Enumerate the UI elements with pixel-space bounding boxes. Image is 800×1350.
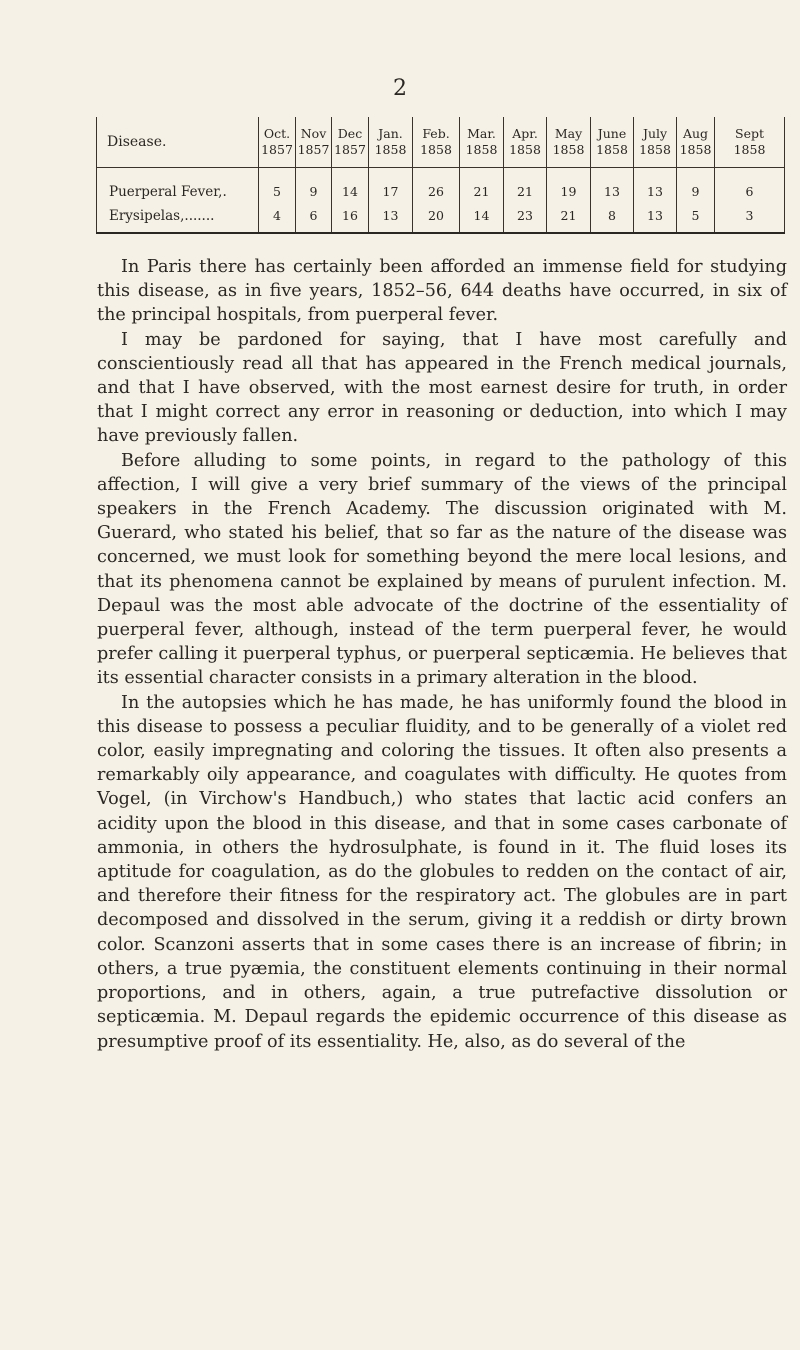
column-year-label: 1858 (465, 142, 498, 157)
column-year-label: 1858 (552, 142, 585, 157)
table-cell: 21 (547, 204, 591, 233)
row-label: Puerperal Fever,. (97, 168, 259, 205)
paragraph: I may be pardoned for saying, that I have most carefully and conscientiously read all that has appeared in the French medical journals, and that I have observed, with the most earnest desire for truth, in order that I might correct any error in reasoning or deduction, into which I may have previously fallen. (97, 329, 787, 447)
table-cell: 14 (332, 168, 369, 205)
column-month-label: Feb. (422, 126, 450, 141)
paragraph: In the autopsies which he has made, he has uniformly found the blood in this disease to possess a peculiar fluidity, and to be generally of a violet red color, easily impregnating and coloring the tissues. It often also presents a remarkably oily appearance, and coagulates with difficulty. He quotes from Vogel, (in Virchow's Handbuch,) who states that lactic acid confers an acidity upon the blood in this disease, and that in some cases carbonate of ammonia, in others the hydrosulphate, is found in it. The fluid loses its aptitude for coagulation, as do the globules to redden on the contact of air, and therefore their fitness for the respiratory act. The globules are in part decomposed and dissolved in the serum, giving it a reddish or dirty brown color. Scanzoni asserts that in some cases there is an increase of fibrin; in others, a true pyæmia, the constituent elements continuing in their normal proportions, and in others, again, a true putrefactive dissolution or septicæmia. M. Depaul regards the epidemic occurrence of this disease as presumptive proof of its essentiality. He, also, as do several of the (97, 692, 787, 1052)
column-month-label: Apr. (512, 126, 538, 141)
table-cell: 9 (677, 168, 715, 205)
column-year-label: 1857 (297, 142, 330, 157)
column-header-month (547, 117, 591, 168)
column-header-month (332, 117, 369, 168)
column-month-label: Dec (337, 126, 363, 141)
column-month-label: June (597, 126, 627, 141)
column-year-label: 1857 (334, 142, 366, 157)
table-cell: 13 (634, 168, 677, 205)
column-year-label: 1857 (261, 142, 293, 157)
table-cell: 19 (547, 168, 591, 205)
column-month-label: July (642, 126, 668, 141)
column-month-label: Mar. (467, 126, 496, 141)
table-cell: 5 (259, 168, 296, 205)
table-cell: 17 (369, 168, 413, 205)
table-cell: 9 (296, 168, 332, 205)
column-year-label: 1858 (639, 142, 671, 157)
column-month-label: Sept (735, 126, 764, 141)
column-header-month (677, 117, 715, 168)
page-number: 2 (393, 76, 407, 101)
column-month-label: Nov (300, 126, 327, 141)
table-cell: 14 (460, 204, 504, 233)
column-month-label: May (554, 126, 583, 141)
column-month-label: Oct. (263, 126, 291, 141)
body-text (97, 255, 787, 1054)
row-label: Erysipelas,....... (97, 204, 259, 233)
column-header-month (591, 117, 634, 168)
table-row-puerperal-fever (97, 168, 785, 205)
column-month-label: Jan. (378, 126, 403, 141)
table-cell: 4 (259, 204, 296, 233)
paragraph: Before alluding to some points, in regard to the pathology of this affection, I will give a very brief summary of the views of the principal speakers in the French Academy. The discussion originated with M. Guerard, who stated his belief, that so far as the nature of the disease was concerned, we must look for something beyond the mere local lesions, and that its phenomena cannot be explained by means of purulent infection. M. Depaul was the most able advocate of the doctrine of the essentiality of puerperal fever, although, instead of the term puerperal fever, he would prefer calling it puerperal typhus, or puerperal septicæmia. He believes that its essential character consists in a primary alteration in the blood. (97, 450, 787, 689)
table-cell: 13 (591, 168, 634, 205)
column-year-label: 1858 (679, 142, 712, 157)
column-header-month (460, 117, 504, 168)
column-year-label: 1858 (374, 142, 407, 157)
column-year-label: 1858 (420, 142, 452, 157)
table-cell: 16 (332, 204, 369, 233)
column-header-month (634, 117, 677, 168)
table-cell: 6 (296, 204, 332, 233)
table-cell: 23 (504, 204, 547, 233)
table-header-row (97, 117, 785, 168)
table-cell: 21 (460, 168, 504, 205)
column-header-month (715, 117, 785, 168)
column-month-label: Aug (682, 126, 709, 141)
table-cell: 13 (634, 204, 677, 233)
column-header-month (296, 117, 332, 168)
table-cell: 20 (413, 204, 460, 233)
column-header-month (413, 117, 460, 168)
column-year-label: 1858 (596, 142, 628, 157)
table-cell: 5 (677, 204, 715, 233)
table-row-erysipelas (97, 204, 785, 233)
table-cell: 26 (413, 168, 460, 205)
table-cell: 21 (504, 168, 547, 205)
table-cell: 8 (591, 204, 634, 233)
column-year-label: 1858 (509, 142, 541, 157)
table-cell: 6 (715, 168, 785, 205)
column-year-label: 1858 (733, 142, 766, 157)
column-header-month (259, 117, 296, 168)
table-cell: 13 (369, 204, 413, 233)
column-header-disease: Disease. (97, 117, 259, 168)
column-header-month (504, 117, 547, 168)
disease-statistics-table (96, 117, 785, 234)
paragraph: In Paris there has certainly been afforded an immense field for studying this disease, as in five years, 1852–56, 644 deaths have occurred, in six of the principal hospitals, from puerperal fever. (97, 257, 787, 326)
column-header-month (369, 117, 413, 168)
table-cell: 3 (715, 204, 785, 233)
